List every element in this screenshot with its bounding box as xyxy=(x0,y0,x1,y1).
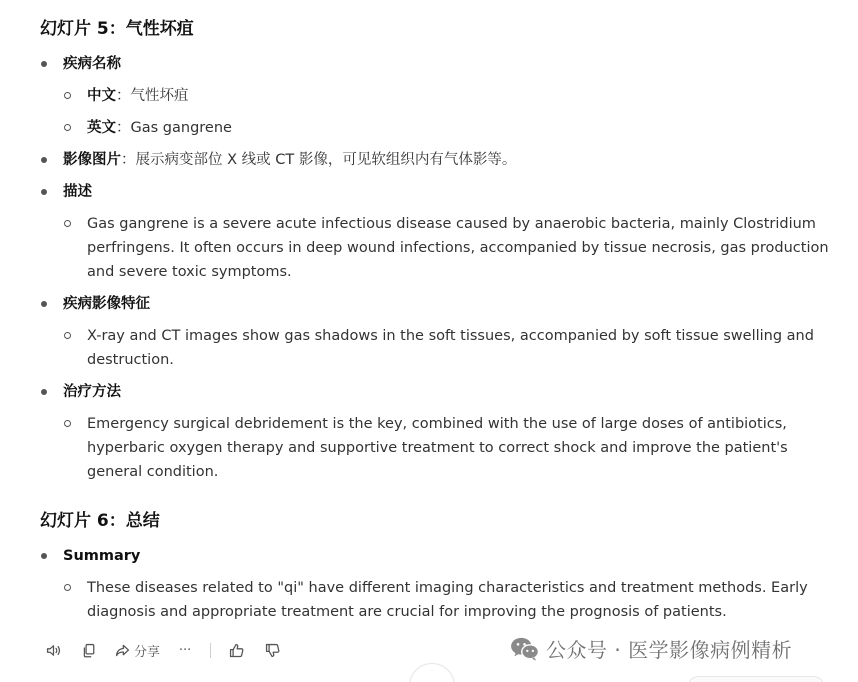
description-label: 描述 xyxy=(63,184,92,200)
english-label: 英文 xyxy=(87,120,116,136)
chinese-value: ：气性坏疽 xyxy=(116,88,189,104)
share-icon xyxy=(114,642,131,659)
imaging-features-text: X-ray and CT images show gas shadows in the soft tissues, accompanied by soft tissue swelling and destruction. xyxy=(63,324,830,372)
list-item-description xyxy=(40,180,830,284)
slide-5-title: 幻灯片 5：气性坏疽 xyxy=(40,19,194,39)
more-icon: ··· xyxy=(178,642,192,658)
chinese-label: 中文 xyxy=(87,88,116,104)
list-item-english-name xyxy=(63,116,830,140)
imaging-features-label: 疾病影像特征 xyxy=(63,296,150,312)
image-value: ：展示病变部位 X 线或 CT 影像，可见软组织内有气体影等。 xyxy=(121,152,517,168)
like-button[interactable] xyxy=(225,638,247,662)
share-label: 分享 xyxy=(134,644,161,660)
treatment-text: Emergency surgical debridement is the key, combined with the use of large doses of antibiotics, hyperbaric oxygen therapy and supportive treatment to correct shock and improve the patient's general condition. xyxy=(63,412,830,484)
disease-name-label: 疾病名称 xyxy=(63,56,121,72)
copy-button[interactable] xyxy=(78,638,100,662)
thumbs-down-icon xyxy=(264,642,281,659)
copy-icon xyxy=(81,642,98,659)
list-item-imaging-features xyxy=(40,292,830,372)
read-aloud-button[interactable] xyxy=(42,638,64,662)
bottom-input-edge xyxy=(688,676,824,682)
more-button[interactable] xyxy=(174,638,196,662)
list-item-treatment xyxy=(40,380,830,484)
share-button[interactable] xyxy=(114,638,160,662)
slide-5-list xyxy=(40,52,830,484)
dislike-button[interactable] xyxy=(261,638,283,662)
list-item-summary xyxy=(40,544,830,624)
speaker-icon xyxy=(45,642,62,659)
summary-text: These diseases related to "qi" have different imaging characteristics and treatment methods. Early diagnosis and appropriate treatment are crucial for improving the prognosis of patients. xyxy=(63,576,830,624)
message-content xyxy=(40,14,830,624)
toolbar-divider xyxy=(210,643,211,658)
list-item-image xyxy=(40,148,830,172)
description-text: Gas gangrene is a severe acute infectious disease caused by anaerobic bacteria, mainly Clostridium perfringens. It often occurs in deep wound infections, accompanied by tissue necrosis, gas production and severe toxic symptoms. xyxy=(63,212,830,284)
slide-6-title: 幻灯片 6：总结 xyxy=(40,511,160,531)
wechat-icon xyxy=(510,636,540,662)
message-actions-toolbar xyxy=(42,638,297,662)
slide-6-list xyxy=(40,544,830,624)
image-label: 影像图片 xyxy=(63,152,121,168)
watermark-text: 公众号 · 医学影像病例精析 xyxy=(546,638,793,662)
watermark xyxy=(510,634,792,663)
treatment-label: 治疗方法 xyxy=(63,384,121,400)
list-item-disease-name xyxy=(40,52,830,140)
english-value: ：Gas gangrene xyxy=(116,120,232,136)
scroll-down-button[interactable] xyxy=(409,663,455,682)
thumbs-up-icon xyxy=(228,642,245,659)
list-item-chinese-name xyxy=(63,84,830,108)
summary-label: Summary xyxy=(63,548,141,564)
